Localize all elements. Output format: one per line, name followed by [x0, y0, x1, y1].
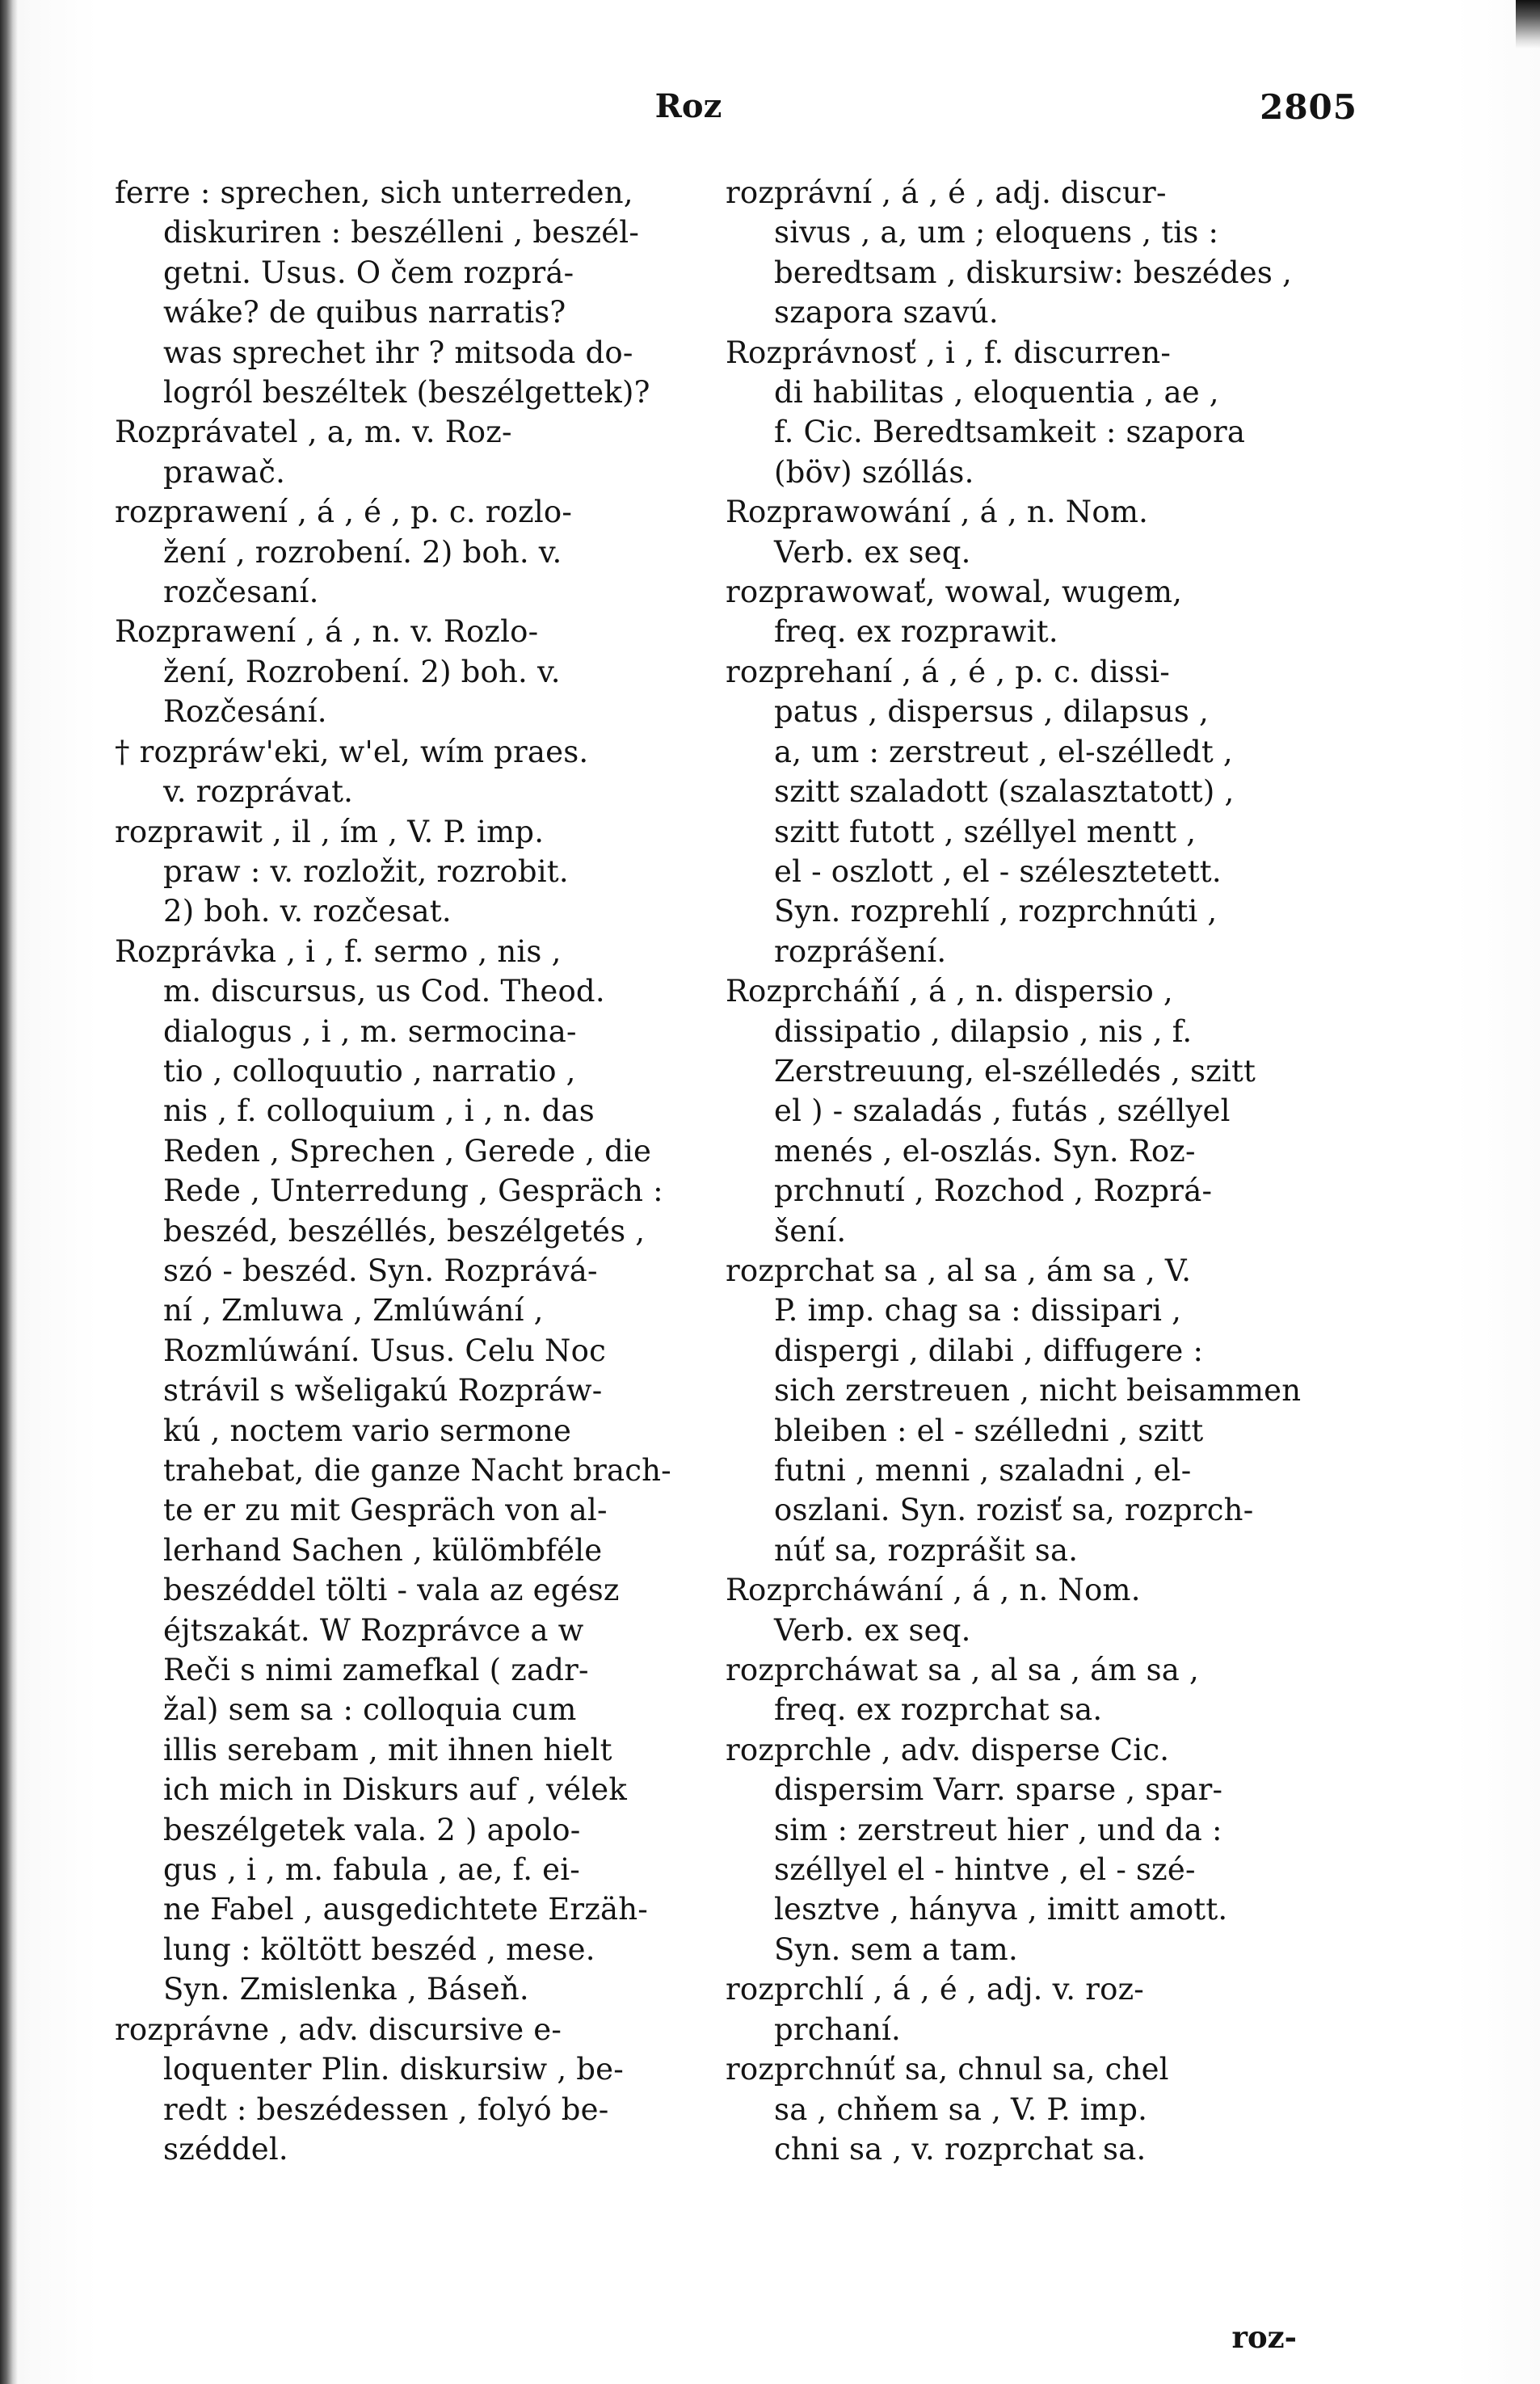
- running-head-word: Roz: [654, 87, 722, 125]
- dictionary-line: széllyel el - hintve , el - szé-: [774, 1852, 1196, 1888]
- dictionary-line: rozprávní , á , é , adj. discur-: [726, 175, 1167, 210]
- dictionary-line: žení, Rozrobení. 2) boh. v.: [163, 654, 561, 689]
- dictionary-line: Syn. Zmislenka , Báseň.: [163, 1972, 529, 2007]
- dictionary-line: dispergi , dilabi , diffugere :: [774, 1333, 1204, 1368]
- dictionary-line: lung : költött beszéd , mese.: [163, 1931, 595, 1967]
- dictionary-line: P. imp. chag sa : dissipari ,: [774, 1293, 1182, 1329]
- dictionary-line: sich zerstreuen , nicht beisammen: [774, 1373, 1302, 1409]
- dictionary-line: rozprawit , il , ím , V. P. imp.: [115, 814, 545, 849]
- scan-corner-shadow: [1516, 0, 1540, 48]
- dictionary-line: gus , i , m. fabula , ae, f. ei-: [163, 1852, 580, 1888]
- dictionary-line: was sprechet ihr ? mitsoda do-: [163, 335, 633, 370]
- dictionary-line: dialogus , i , m. sermocina-: [163, 1013, 577, 1049]
- dictionary-line: rozprchlí , á , é , adj. v. roz-: [726, 1972, 1144, 2007]
- book-gutter-shadow: [0, 0, 18, 2384]
- dictionary-line: széddel.: [163, 2131, 288, 2167]
- dictionary-line: lerhand Sachen , külömbféle: [163, 1532, 603, 1568]
- dictionary-line: Syn. rozprehlí , rozprchnúti ,: [774, 894, 1218, 929]
- dictionary-line: rozprawowať, wowal, wugem,: [726, 575, 1183, 610]
- dictionary-line: szitt futott , széllyel mentt ,: [774, 814, 1197, 849]
- dictionary-line: Reden , Sprechen , Gerede , die: [163, 1133, 652, 1169]
- dictionary-line: žení , rozrobení. 2) boh. v.: [163, 534, 562, 570]
- dictionary-line: Rozprávatel , a, m. v. Roz-: [115, 415, 512, 450]
- dictionary-line: Verb. ex seq.: [774, 1612, 971, 1648]
- dictionary-line: Rozprávka , i , f. sermo , nis ,: [115, 933, 562, 969]
- dictionary-line: freq. ex rozprchat sa.: [774, 1692, 1103, 1728]
- dictionary-line: núť sa, rozprášit sa.: [774, 1532, 1079, 1568]
- dictionary-line: rozprávne , adv. discursive e-: [115, 2011, 562, 2047]
- dictionary-line: a, um : zerstreut , el-szélledt ,: [774, 734, 1233, 769]
- dictionary-line: bleiben : el - szélledni , szitt: [774, 1413, 1204, 1448]
- dictionary-line: Rede , Unterredung , Gespräch :: [163, 1173, 663, 1209]
- dictionary-line: žal) sem sa : colloquia cum: [163, 1692, 577, 1728]
- dictionary-line: el - oszlott , el - szélesztetett.: [774, 853, 1222, 889]
- dictionary-line: di habilitas , eloquentia , ae ,: [774, 375, 1219, 411]
- dictionary-line: wáke? de quibus narratis?: [163, 295, 566, 331]
- dictionary-line: prchnutí , Rozchod , Rozprá-: [774, 1173, 1213, 1209]
- dictionary-line: ferre : sprechen, sich unterreden,: [115, 175, 633, 210]
- right-column: [726, 173, 1306, 2355]
- dictionary-line: ní , Zmluwa , Zmlúwání ,: [163, 1293, 544, 1329]
- dictionary-line: praw : v. rozložit, rozrobit.: [163, 853, 569, 889]
- catchword: roz-: [1231, 2319, 1297, 2355]
- dictionary-line: logról beszéltek (beszélgettek)?: [163, 375, 650, 411]
- dictionary-line: redt : beszédessen , folyó be-: [163, 2091, 609, 2127]
- dictionary-line: futni , menni , szaladni , el-: [774, 1453, 1192, 1488]
- dictionary-line: loquenter Plin. diskursiw , be-: [163, 2052, 624, 2087]
- dictionary-line: Zerstreuung, el-szélledés , szitt: [774, 1053, 1256, 1089]
- dictionary-line: Rozmlúwání. Usus. Celu Noc: [163, 1333, 607, 1368]
- dictionary-line: éjtszakát. W Rozprávce a w: [163, 1612, 584, 1648]
- dictionary-line: Syn. sem a tam.: [774, 1931, 1018, 1967]
- dictionary-line: szapora szavú.: [774, 295, 999, 331]
- dictionary-line: rozprehaní , á , é , p. c. dissi-: [726, 654, 1170, 689]
- dictionary-line: beszélgetek vala. 2 ) apolo-: [163, 1812, 581, 1847]
- dictionary-line: prawač.: [163, 454, 286, 490]
- dictionary-line: Rozprawení , á , n. v. Rozlo-: [115, 614, 539, 650]
- dictionary-line: diskuriren : beszélleni , beszél-: [163, 215, 640, 251]
- dictionary-line: tio , colloquutio , narratio ,: [163, 1053, 576, 1089]
- dictionary-line: ne Fabel , ausgedichtete Erzäh-: [163, 1892, 649, 1927]
- dictionary-line: dispersim Varr. sparse , spar-: [774, 1772, 1223, 1808]
- dictionary-line: Rozprcháwání , á , n. Nom.: [726, 1573, 1141, 1608]
- left-column: [115, 173, 713, 2355]
- dictionary-line: (böv) szóllás.: [774, 454, 974, 490]
- dictionary-line: beredtsam , diskursiw: beszédes ,: [774, 255, 1292, 290]
- dictionary-line: v. rozprávat.: [163, 774, 354, 810]
- dictionary-line: dissipatio , dilapsio , nis , f.: [774, 1013, 1193, 1049]
- dictionary-line: Rozprcháňí , á , n. dispersio ,: [726, 974, 1173, 1009]
- dictionary-line: oszlani. Syn. rozisť sa, rozprch-: [774, 1493, 1254, 1528]
- dictionary-line: el ) - szaladás , futás , széllyel: [774, 1093, 1231, 1129]
- dictionary-line: sivus , a, um ; eloquens , tis :: [774, 215, 1219, 251]
- dictionary-line: rozprášení.: [774, 933, 947, 969]
- dictionary-line: szitt szaladott (szalasztatott) ,: [774, 774, 1235, 810]
- dictionary-line: Verb. ex seq.: [774, 534, 971, 570]
- dictionary-line: nis , f. colloquium , i , n. das: [163, 1093, 595, 1129]
- dictionary-line: sa , chňem sa , V. P. imp.: [774, 2091, 1148, 2127]
- dictionary-line: menés , el-oszlás. Syn. Roz-: [774, 1133, 1196, 1169]
- dictionary-line: te er zu mit Gespräch von al-: [163, 1493, 608, 1528]
- dictionary-line: šení.: [774, 1213, 847, 1249]
- dictionary-line: prchaní.: [774, 2011, 902, 2047]
- dictionary-line: m. discursus, us Cod. Theod.: [163, 974, 605, 1009]
- dictionary-line: strávil s wšeligakú Rozpráw-: [163, 1373, 603, 1409]
- dictionary-line: f. Cic. Beredtsamkeit : szapora: [774, 415, 1246, 450]
- dictionary-line: Rozčesání.: [163, 694, 327, 730]
- dictionary-line: freq. ex rozprawit.: [774, 614, 1058, 650]
- dictionary-line: sim : zerstreut hier , und da :: [774, 1812, 1222, 1847]
- dictionary-line: patus , dispersus , dilapsus ,: [774, 694, 1210, 730]
- dictionary-line: ich mich in Diskurs auf , vélek: [163, 1772, 627, 1808]
- dictionary-line: rozprcháwat sa , al sa , ám sa ,: [726, 1653, 1199, 1688]
- dictionary-line: † rozpráw'eki, w'el, wím praes.: [115, 734, 589, 769]
- dictionary-line: chni sa , v. rozprchat sa.: [774, 2131, 1147, 2167]
- dictionary-line: rozprawení , á , é , p. c. rozlo-: [115, 495, 573, 530]
- dictionary-line: rozčesaní.: [163, 575, 319, 610]
- dictionary-line: trahebat, die ganze Nacht brach-: [163, 1453, 671, 1488]
- dictionary-line: rozprchat sa , al sa , ám sa , V.: [726, 1253, 1192, 1288]
- dictionary-line: Reči s nimi zamefkal ( zadr-: [163, 1653, 589, 1688]
- dictionary-line: Rozprawowání , á , n. Nom.: [726, 495, 1149, 530]
- dictionary-line: rozprchnúť sa, chnul sa, chel: [726, 2052, 1169, 2087]
- dictionary-line: szó - beszéd. Syn. Rozprává-: [163, 1253, 598, 1288]
- dictionary-line: Rozprávnosť , i , f. discurren-: [726, 335, 1172, 370]
- dictionary-line: getni. Usus. O čem rozprá-: [163, 255, 574, 290]
- dictionary-line: kú , noctem vario sermone: [163, 1413, 572, 1448]
- dictionary-line: beszéd, beszéllés, beszélgetés ,: [163, 1213, 646, 1249]
- dictionary-line: lesztve , hányva , imitt amott.: [774, 1892, 1228, 1927]
- dictionary-line: illis serebam , mit ihnen hielt: [163, 1732, 612, 1767]
- dictionary-line: beszéddel tölti - vala az egész: [163, 1573, 620, 1608]
- dictionary-line: 2) boh. v. rozčesat.: [163, 894, 452, 929]
- dictionary-line: rozprchle , adv. disperse Cic.: [726, 1732, 1170, 1767]
- page-number: 2805: [1260, 87, 1357, 127]
